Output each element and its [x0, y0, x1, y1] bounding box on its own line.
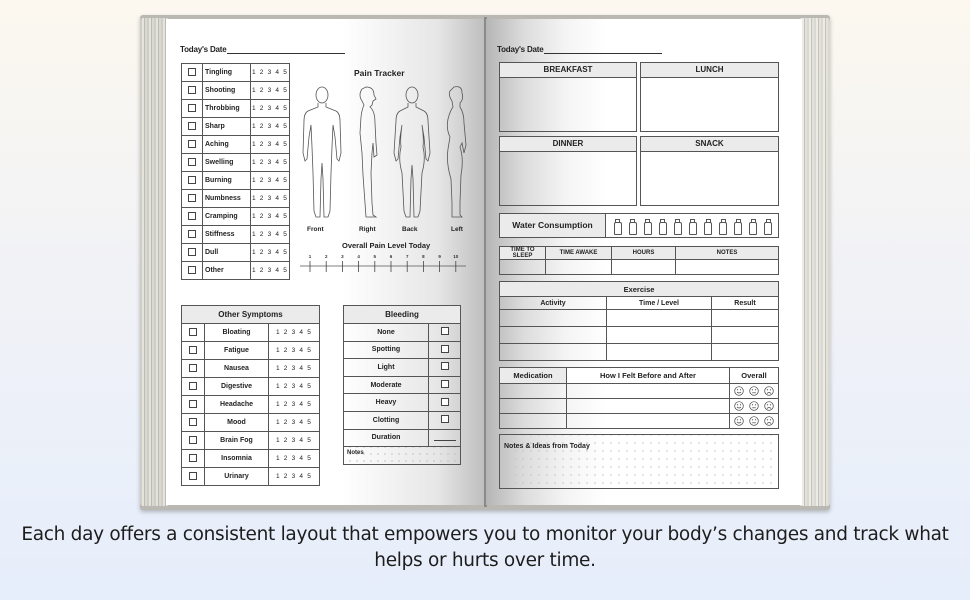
- pain-type-row: [182, 118, 290, 136]
- checkbox[interactable]: [441, 415, 449, 423]
- view-label-front: Front: [307, 226, 324, 233]
- sleep-header-time-to-sleep: TIME TO SLEEP: [500, 247, 546, 260]
- pain-type-label: Aching: [203, 136, 251, 154]
- pain-tracker-title: Pain Tracker: [354, 68, 405, 78]
- medication-row: [500, 384, 779, 399]
- exercise-row: [500, 327, 779, 344]
- result-cell[interactable]: [712, 344, 779, 361]
- neutral-face-icon[interactable]: [749, 416, 759, 426]
- page-edges-right: [800, 18, 830, 506]
- pain-scale-tick-label: 10: [453, 254, 459, 259]
- checkbox[interactable]: [189, 472, 197, 480]
- bleeding-row: [344, 324, 461, 342]
- intensity-scale[interactable]: 1 2 3 4 5: [251, 190, 290, 208]
- intensity-scale[interactable]: 1 2 3 4 5: [251, 82, 290, 100]
- water-consumption-label: Water Consumption: [500, 214, 606, 237]
- time-to-sleep-cell[interactable]: [500, 260, 546, 275]
- intensity-scale[interactable]: 1 2 3 4 5: [251, 226, 290, 244]
- sleep-header-notes: NOTES: [676, 247, 779, 260]
- symptom-label: Headache: [205, 396, 269, 414]
- sad-face-icon[interactable]: [764, 416, 774, 426]
- pain-type-label: Cramping: [203, 208, 251, 226]
- checkbox[interactable]: [188, 68, 196, 76]
- notes-label: Notes: [347, 450, 364, 457]
- notes-ideas-label: Notes & Ideas from Today: [504, 443, 590, 450]
- intensity-scale[interactable]: 1 2 3 4 5: [269, 414, 320, 432]
- pain-type-row: [182, 244, 290, 262]
- pain-scale-tick-label: 6: [389, 254, 393, 259]
- checkbox[interactable]: [188, 194, 196, 202]
- water-bottle-icon[interactable]: [734, 219, 740, 233]
- pain-type-row: [182, 136, 290, 154]
- intensity-scale[interactable]: 1 2 3 4 5: [251, 154, 290, 172]
- water-bottle-icon[interactable]: [659, 219, 665, 233]
- time-awake-cell[interactable]: [546, 260, 612, 275]
- bleeding-table: [343, 305, 461, 465]
- checkbox[interactable]: [188, 266, 196, 274]
- checkbox[interactable]: [188, 122, 196, 130]
- sleep-notes-cell[interactable]: [676, 260, 779, 275]
- happy-face-icon[interactable]: [734, 386, 744, 396]
- intensity-scale[interactable]: 1 2 3 4 5: [269, 432, 320, 450]
- checkbox[interactable]: [188, 248, 196, 256]
- checkbox[interactable]: [188, 230, 196, 238]
- intensity-scale[interactable]: 1 2 3 4 5: [251, 118, 290, 136]
- checkbox[interactable]: [188, 86, 196, 94]
- water-bottle-icon[interactable]: [629, 219, 635, 233]
- pain-type-row: [182, 262, 290, 280]
- checkbox[interactable]: [189, 346, 197, 354]
- neutral-face-icon[interactable]: [749, 386, 759, 396]
- intensity-scale[interactable]: 1 2 3 4 5: [269, 468, 320, 486]
- pain-type-label: Tingling: [203, 64, 251, 82]
- bleeding-title: Bleeding: [344, 306, 461, 324]
- todays-date-field[interactable]: [180, 45, 345, 54]
- intensity-scale[interactable]: 1 2 3 4 5: [269, 396, 320, 414]
- pain-scale-tick-label: 5: [373, 254, 377, 259]
- pain-scale-tick-label: 2: [324, 254, 328, 259]
- exercise-header-result: Result: [712, 297, 779, 310]
- sad-face-icon[interactable]: [764, 386, 774, 396]
- intensity-scale[interactable]: 1 2 3 4 5: [269, 378, 320, 396]
- exercise-row: [500, 344, 779, 361]
- med-header-overall: Overall: [730, 368, 779, 384]
- intensity-scale[interactable]: 1 2 3 4 5: [251, 208, 290, 226]
- intensity-scale[interactable]: 1 2 3 4 5: [269, 450, 320, 468]
- checkbox[interactable]: [189, 364, 197, 372]
- duration-field[interactable]: [429, 429, 461, 447]
- symptom-row: [182, 378, 320, 396]
- page-edges-left: [140, 18, 168, 506]
- view-label-back: Back: [402, 226, 418, 233]
- date-label: Today's Date: [180, 45, 227, 54]
- symptom-label: Nausea: [205, 360, 269, 378]
- sleep-row: [500, 260, 779, 275]
- overall-rating-cell: [730, 384, 779, 399]
- time-level-cell[interactable]: [607, 310, 712, 327]
- bleeding-label: Clotting: [344, 411, 429, 429]
- water-bottle-icon[interactable]: [614, 219, 620, 233]
- pain-type-row: [182, 100, 290, 118]
- pain-type-row: [182, 154, 290, 172]
- date-label: Today's Date: [497, 45, 544, 54]
- symptom-row: [182, 450, 320, 468]
- symptom-label: Brain Fog: [205, 432, 269, 450]
- body-figure-left[interactable]: [447, 87, 466, 217]
- symptom-row: [182, 342, 320, 360]
- right-page: [486, 19, 802, 505]
- hours-cell[interactable]: [612, 260, 676, 275]
- pain-type-label: Stiffness: [203, 226, 251, 244]
- neutral-face-icon[interactable]: [749, 401, 759, 411]
- checkbox[interactable]: [189, 400, 197, 408]
- duration-label: Duration: [344, 429, 429, 447]
- result-cell[interactable]: [712, 310, 779, 327]
- overall-rating-cell: [730, 414, 779, 429]
- pain-scale-tick-label: 4: [357, 254, 360, 259]
- activity-cell[interactable]: [500, 344, 607, 361]
- medication-row: [500, 399, 779, 414]
- date-input-line[interactable]: [227, 46, 345, 54]
- pain-scale-tick-label: 9: [438, 254, 441, 259]
- exercise-header-activity: Activity: [500, 297, 607, 310]
- body-figures: [300, 83, 470, 223]
- checkbox[interactable]: [441, 398, 449, 406]
- checkbox[interactable]: [441, 345, 449, 353]
- meal-box-breakfast[interactable]: [499, 62, 637, 132]
- bleeding-row: [344, 394, 461, 412]
- checkbox[interactable]: [441, 362, 449, 370]
- overall-rating-cell: [730, 399, 779, 414]
- view-label-right: Right: [359, 226, 376, 233]
- pain-type-row: [182, 82, 290, 100]
- view-label-left: Left: [451, 226, 463, 233]
- symptom-row: [182, 396, 320, 414]
- caption-text: Each day offers a consistent layout that empowers you to monitor your body’s changes and track what helps or hurts over time.: [21, 524, 949, 571]
- intensity-scale[interactable]: 1 2 3 4 5: [269, 342, 320, 360]
- bleeding-notes-area[interactable]: [344, 447, 461, 465]
- other-symptoms-table: [181, 305, 320, 486]
- pain-type-row: [182, 190, 290, 208]
- water-bottles: [606, 214, 778, 237]
- water-bottle-icon[interactable]: [689, 219, 695, 233]
- symptom-row: [182, 414, 320, 432]
- water-bottle-icon[interactable]: [674, 219, 680, 233]
- pain-scale-tick-label: 1: [308, 254, 312, 259]
- pain-level-scale[interactable]: [300, 251, 468, 273]
- pain-type-label: Swelling: [203, 154, 251, 172]
- happy-face-icon[interactable]: [734, 416, 744, 426]
- pain-scale-tick-label: 7: [405, 254, 409, 259]
- exercise-header-time-level: Time / Level: [607, 297, 712, 310]
- sleep-header-time-awake: TIME AWAKE: [546, 247, 612, 260]
- how-i-felt-cell[interactable]: [567, 384, 730, 399]
- bleeding-label: Heavy: [344, 394, 429, 412]
- pain-type-label: Other: [203, 262, 251, 280]
- intensity-scale[interactable]: 1 2 3 4 5: [269, 360, 320, 378]
- symptom-row: [182, 324, 320, 342]
- pain-type-row: [182, 172, 290, 190]
- intensity-scale[interactable]: 1 2 3 4 5: [251, 172, 290, 190]
- checkbox[interactable]: [441, 380, 449, 388]
- intensity-scale[interactable]: 1 2 3 4 5: [251, 64, 290, 82]
- pain-type-label: Dull: [203, 244, 251, 262]
- meal-box-lunch[interactable]: [640, 62, 779, 132]
- pain-type-label: Shooting: [203, 82, 251, 100]
- pain-type-label: Sharp: [203, 118, 251, 136]
- sad-face-icon[interactable]: [764, 401, 774, 411]
- water-bottle-icon[interactable]: [644, 219, 650, 233]
- med-header-how-i-felt: How I Felt Before and After: [567, 368, 730, 384]
- pain-type-label: Burning: [203, 172, 251, 190]
- exercise-title: Exercise: [500, 282, 779, 297]
- medication-table: [499, 367, 779, 429]
- sleep-table: [499, 246, 779, 275]
- time-level-cell[interactable]: [607, 327, 712, 344]
- notes-ideas-area[interactable]: [499, 434, 779, 489]
- pain-type-row: [182, 226, 290, 244]
- checkbox[interactable]: [189, 418, 197, 426]
- meal-title-snack: SNACK: [641, 137, 778, 152]
- body-figure-front[interactable]: [303, 87, 341, 217]
- checkbox[interactable]: [188, 104, 196, 112]
- pain-type-label: Throbbing: [203, 100, 251, 118]
- symptom-row: [182, 468, 320, 486]
- bleeding-label: Light: [344, 359, 429, 377]
- bleeding-row: [344, 411, 461, 429]
- medication-cell[interactable]: [500, 384, 567, 399]
- checkbox[interactable]: [188, 158, 196, 166]
- symptom-label: Digestive: [205, 378, 269, 396]
- result-cell[interactable]: [712, 327, 779, 344]
- symptom-label: Fatigue: [205, 342, 269, 360]
- pain-type-label: Numbness: [203, 190, 251, 208]
- symptom-row: [182, 432, 320, 450]
- checkbox[interactable]: [188, 212, 196, 220]
- medication-row: [500, 414, 779, 429]
- checkbox[interactable]: [189, 454, 197, 462]
- pain-type-row: [182, 64, 290, 82]
- meal-title-dinner: DINNER: [500, 137, 636, 152]
- water-consumption-tracker: [499, 213, 779, 238]
- pain-scale-tick-label: 3: [341, 254, 344, 259]
- med-header-medication: Medication: [500, 368, 567, 384]
- symptom-label: Mood: [205, 414, 269, 432]
- intensity-scale[interactable]: 1 2 3 4 5: [251, 100, 290, 118]
- checkbox[interactable]: [188, 140, 196, 148]
- bleeding-row: [344, 376, 461, 394]
- left-page: [166, 19, 486, 505]
- how-i-felt-cell[interactable]: [567, 414, 730, 429]
- how-i-felt-cell[interactable]: [567, 399, 730, 414]
- meal-title-lunch: LUNCH: [641, 63, 778, 78]
- bleeding-row: [344, 359, 461, 377]
- pain-type-row: [182, 208, 290, 226]
- meal-title-breakfast: BREAKFAST: [500, 63, 636, 78]
- intensity-scale[interactable]: 1 2 3 4 5: [251, 244, 290, 262]
- open-planner-book: [140, 15, 830, 510]
- water-bottle-icon[interactable]: [704, 219, 710, 233]
- exercise-row: [500, 310, 779, 327]
- exercise-table: [499, 281, 779, 361]
- happy-face-icon[interactable]: [734, 401, 744, 411]
- date-input-line[interactable]: [544, 46, 662, 54]
- activity-cell[interactable]: [500, 327, 607, 344]
- intensity-scale[interactable]: 1 2 3 4 5: [251, 262, 290, 280]
- todays-date-field-right[interactable]: [497, 45, 662, 54]
- other-symptoms-title: Other Symptoms: [182, 306, 320, 324]
- symptom-label: Bloating: [205, 324, 269, 342]
- pain-type-table: [181, 63, 290, 280]
- symptom-label: Urinary: [205, 468, 269, 486]
- sleep-header-hours: HOURS: [612, 247, 676, 260]
- activity-cell[interactable]: [500, 310, 607, 327]
- pain-scale-tick-label: 8: [422, 254, 425, 259]
- intensity-scale[interactable]: 1 2 3 4 5: [251, 136, 290, 154]
- bleeding-label: None: [344, 324, 429, 342]
- bleeding-row: [344, 341, 461, 359]
- checkbox[interactable]: [189, 328, 197, 336]
- checkbox[interactable]: [189, 436, 197, 444]
- water-bottle-icon[interactable]: [719, 219, 725, 233]
- symptom-label: Insomnia: [205, 450, 269, 468]
- checkbox[interactable]: [441, 327, 449, 335]
- meal-box-dinner[interactable]: [499, 136, 637, 206]
- bleeding-label: Spotting: [344, 341, 429, 359]
- water-bottle-icon[interactable]: [764, 219, 770, 233]
- body-figure-right[interactable]: [360, 87, 377, 217]
- body-figure-back[interactable]: [394, 87, 430, 217]
- checkbox[interactable]: [188, 176, 196, 184]
- medication-cell[interactable]: [500, 414, 567, 429]
- medication-cell[interactable]: [500, 399, 567, 414]
- intensity-scale[interactable]: 1 2 3 4 5: [269, 324, 320, 342]
- checkbox[interactable]: [189, 382, 197, 390]
- bleeding-label: Moderate: [344, 376, 429, 394]
- water-bottle-icon[interactable]: [749, 219, 755, 233]
- overall-pain-label: Overall Pain Level Today: [342, 241, 431, 250]
- bleeding-duration-row: [344, 429, 461, 447]
- symptom-row: [182, 360, 320, 378]
- time-level-cell[interactable]: [607, 344, 712, 361]
- meal-box-snack[interactable]: [640, 136, 779, 206]
